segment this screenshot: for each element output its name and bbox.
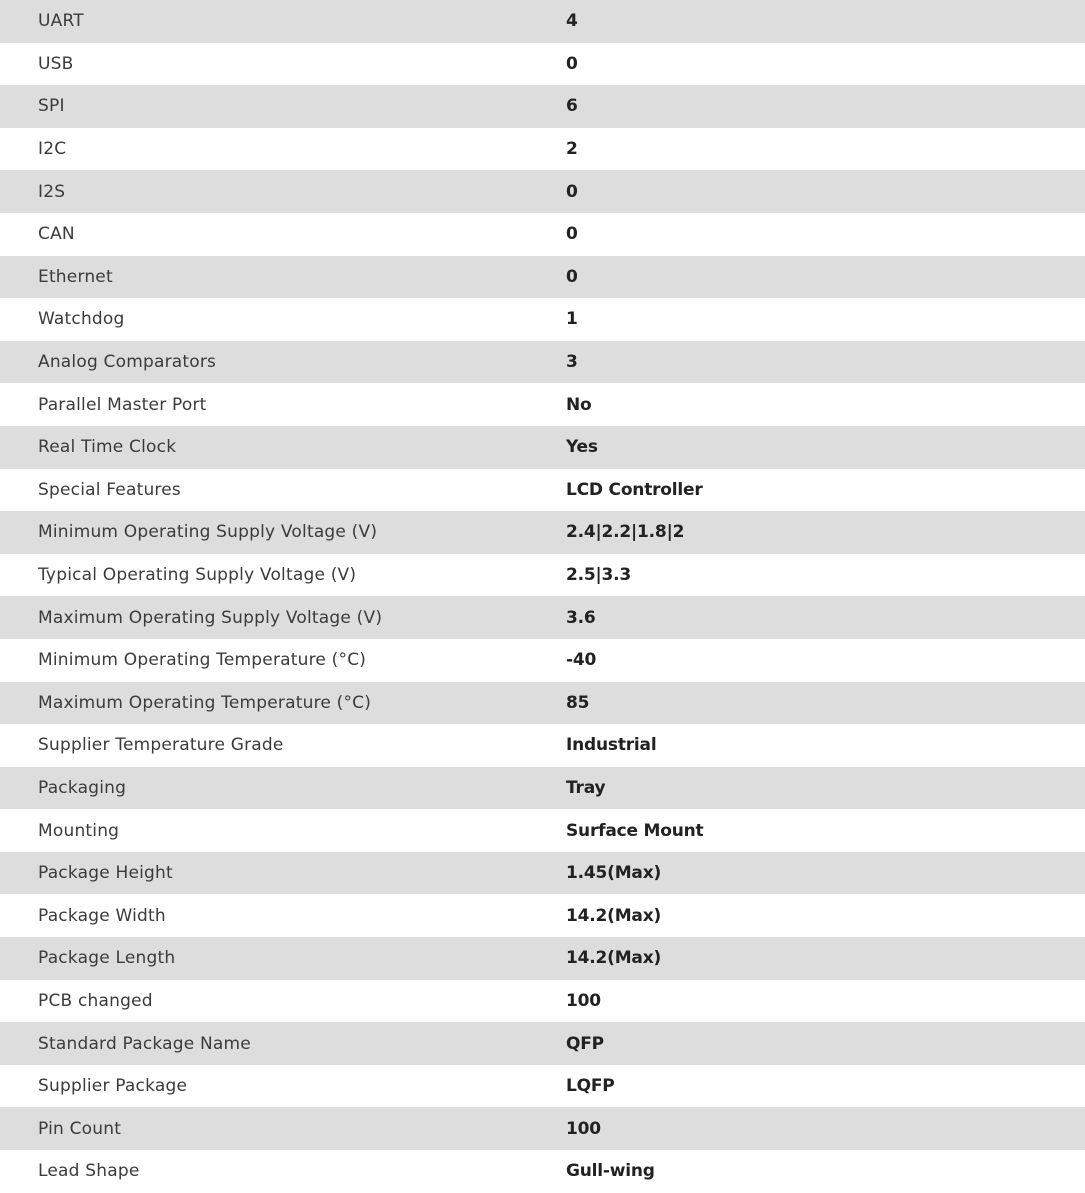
spec-value: Tray [566, 777, 606, 798]
spec-row-uart [0, 0, 1085, 43]
spec-row-package-height [0, 852, 1085, 895]
spec-value: -40 [566, 650, 597, 671]
spec-row-typical-supply-voltage [0, 554, 1085, 597]
spec-label: Minimum Operating Temperature (°C) [38, 650, 367, 671]
spec-row-package-length [0, 937, 1085, 980]
spec-row-ethernet [0, 256, 1085, 299]
spec-label: UART [38, 11, 84, 32]
spec-row-packaging [0, 767, 1085, 810]
spec-value: 1.45(Max) [566, 863, 662, 884]
spec-row-max-temperature [0, 682, 1085, 725]
spec-value: No [566, 394, 592, 415]
spec-value: 100 [566, 990, 601, 1011]
spec-label: Parallel Master Port [38, 394, 207, 415]
spec-value: 85 [566, 692, 590, 713]
spec-row-i2s [0, 170, 1085, 213]
spec-value: 0 [566, 181, 578, 202]
spec-label: Supplier Package [38, 1076, 188, 1097]
spec-row-i2c [0, 128, 1085, 171]
spec-value: 4 [566, 11, 578, 32]
spec-value: Industrial [566, 735, 657, 756]
spec-label: Maximum Operating Temperature (°C) [38, 692, 372, 713]
spec-row-lead-shape [0, 1150, 1085, 1193]
spec-row-usb [0, 43, 1085, 86]
spec-value: LCD Controller [566, 479, 703, 500]
spec-row-watchdog [0, 298, 1085, 341]
spec-row-temperature-grade [0, 724, 1085, 767]
spec-value: 1 [566, 309, 578, 330]
spec-value: 14.2(Max) [566, 948, 662, 969]
spec-value: 14.2(Max) [566, 905, 662, 926]
spec-label: Analog Comparators [38, 352, 217, 373]
spec-label: Mounting [38, 820, 120, 841]
spec-label: Package Length [38, 948, 176, 969]
spec-row-real-time-clock [0, 426, 1085, 469]
spec-value: 3 [566, 352, 578, 373]
spec-value: 2 [566, 139, 578, 160]
spec-row-can [0, 213, 1085, 256]
spec-label: Packaging [38, 777, 127, 798]
spec-row-min-temperature [0, 639, 1085, 682]
spec-row-max-supply-voltage [0, 596, 1085, 639]
spec-label: Lead Shape [38, 1161, 140, 1182]
spec-label: Typical Operating Supply Voltage (V) [38, 565, 357, 586]
spec-row-package-width [0, 894, 1085, 937]
spec-value: QFP [566, 1033, 604, 1054]
spec-value: Surface Mount [566, 820, 704, 841]
spec-label: Package Width [38, 905, 166, 926]
spec-label: PCB changed [38, 990, 153, 1011]
spec-label: CAN [38, 224, 75, 245]
spec-label: Ethernet [38, 266, 113, 287]
spec-label: Minimum Operating Supply Voltage (V) [38, 522, 378, 543]
spec-label: Special Features [38, 479, 181, 500]
spec-value: 0 [566, 266, 578, 287]
spec-value: 3.6 [566, 607, 596, 628]
spec-value: 2.5|3.3 [566, 565, 632, 586]
spec-label: Supplier Temperature Grade [38, 735, 284, 756]
spec-value: 2.4|2.2|1.8|2 [566, 522, 685, 543]
spec-value: Yes [566, 437, 598, 458]
spec-label: Pin Count [38, 1118, 122, 1139]
spec-row-min-supply-voltage [0, 511, 1085, 554]
spec-row-supplier-package [0, 1065, 1085, 1108]
spec-row-spi [0, 85, 1085, 128]
spec-label: Standard Package Name [38, 1033, 251, 1054]
spec-label: SPI [38, 96, 65, 117]
spec-label: I2S [38, 181, 66, 202]
spec-row-standard-package-name [0, 1022, 1085, 1065]
spec-label: Real Time Clock [38, 437, 177, 458]
spec-row-analog-comparators [0, 341, 1085, 384]
spec-row-pin-count [0, 1107, 1085, 1150]
spec-label: Watchdog [38, 309, 125, 330]
spec-label: Maximum Operating Supply Voltage (V) [38, 607, 383, 628]
spec-row-special-features [0, 469, 1085, 512]
spec-row-pcb-changed [0, 980, 1085, 1023]
spec-value: 0 [566, 224, 578, 245]
spec-value: LQFP [566, 1076, 615, 1097]
spec-label: USB [38, 53, 74, 74]
spec-row-mounting [0, 809, 1085, 852]
spec-value: 100 [566, 1118, 601, 1139]
spec-value: Gull-wing [566, 1161, 655, 1182]
spec-value: 6 [566, 96, 578, 117]
spec-row-parallel-master-port [0, 383, 1085, 426]
spec-label: I2C [38, 139, 67, 160]
spec-label: Package Height [38, 863, 173, 884]
spec-value: 0 [566, 53, 578, 74]
